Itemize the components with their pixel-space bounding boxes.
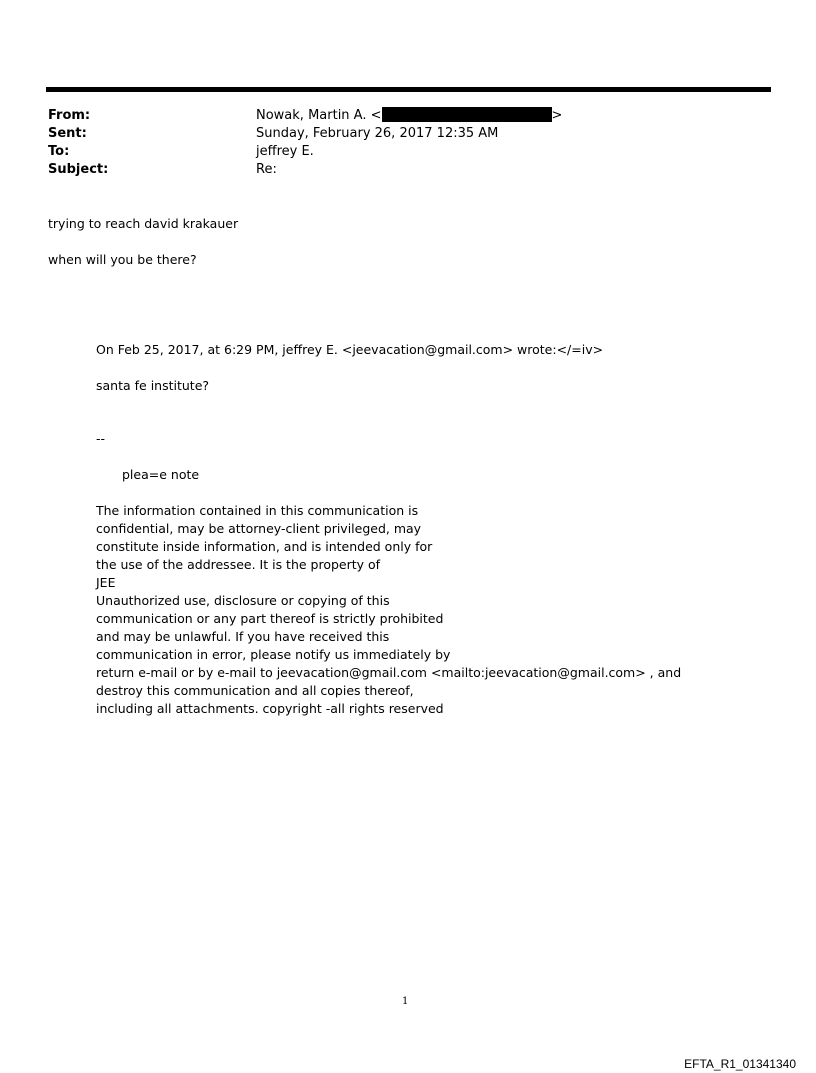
disclaimer-line: constitute inside information, and is intended only for bbox=[96, 539, 433, 554]
page-number: 1 bbox=[402, 996, 409, 1007]
sent-label: Sent: bbox=[48, 126, 87, 141]
message-line-1: trying to reach david krakauer bbox=[48, 216, 239, 231]
disclaimer-line: the use of the addressee. It is the property of bbox=[96, 557, 381, 572]
to-value: jeffrey E. bbox=[256, 144, 314, 159]
disclaimer-block bbox=[96, 502, 681, 718]
redaction-block bbox=[382, 107, 552, 122]
subject-label: Subject: bbox=[48, 162, 109, 177]
quoted-attribution: On Feb 25, 2017, at 6:29 PM, jeffrey E. <jeevacation@gmail.com> wrote:</=iv> bbox=[96, 342, 604, 357]
signature-separator: -- bbox=[96, 431, 106, 446]
disclaimer-line: return e-mail or by e-mail to jeevacation@gmail.com <mailto:jeevacation@gmail.com> , and bbox=[96, 665, 682, 680]
sent-value: Sunday, February 26, 2017 12:35 AM bbox=[256, 126, 499, 141]
from-value bbox=[256, 107, 562, 125]
message-line-2: when will you be there? bbox=[48, 252, 197, 267]
disclaimer-line: confidential, may be attorney-client privileged, may bbox=[96, 521, 422, 536]
disclaimer-line: The information contained in this communication is bbox=[96, 503, 419, 518]
disclaimer-line: JEE bbox=[96, 575, 116, 590]
from-tail: > bbox=[551, 108, 563, 123]
from-label: From: bbox=[48, 108, 91, 123]
disclaimer-line: and may be unlawful. If you have received this bbox=[96, 629, 390, 644]
signature-note: plea=e note bbox=[122, 467, 200, 482]
subject-value: Re: bbox=[256, 162, 277, 177]
to-label: To: bbox=[48, 144, 70, 159]
disclaimer-line: Unauthorized use, disclosure or copying of this bbox=[96, 593, 390, 608]
header-rule bbox=[46, 87, 771, 92]
disclaimer-line: communication in error, please notify us immediately by bbox=[96, 647, 451, 662]
document-id: EFTA_R1_01341340 bbox=[684, 1057, 796, 1071]
from-name: Nowak, Martin A. < bbox=[256, 108, 382, 123]
quoted-body: santa fe institute? bbox=[96, 378, 210, 393]
disclaimer-line: including all attachments. copyright -all rights reserved bbox=[96, 701, 444, 716]
disclaimer-line: communication or any part thereof is strictly prohibited bbox=[96, 611, 444, 626]
disclaimer-line: destroy this communication and all copies thereof, bbox=[96, 683, 414, 698]
